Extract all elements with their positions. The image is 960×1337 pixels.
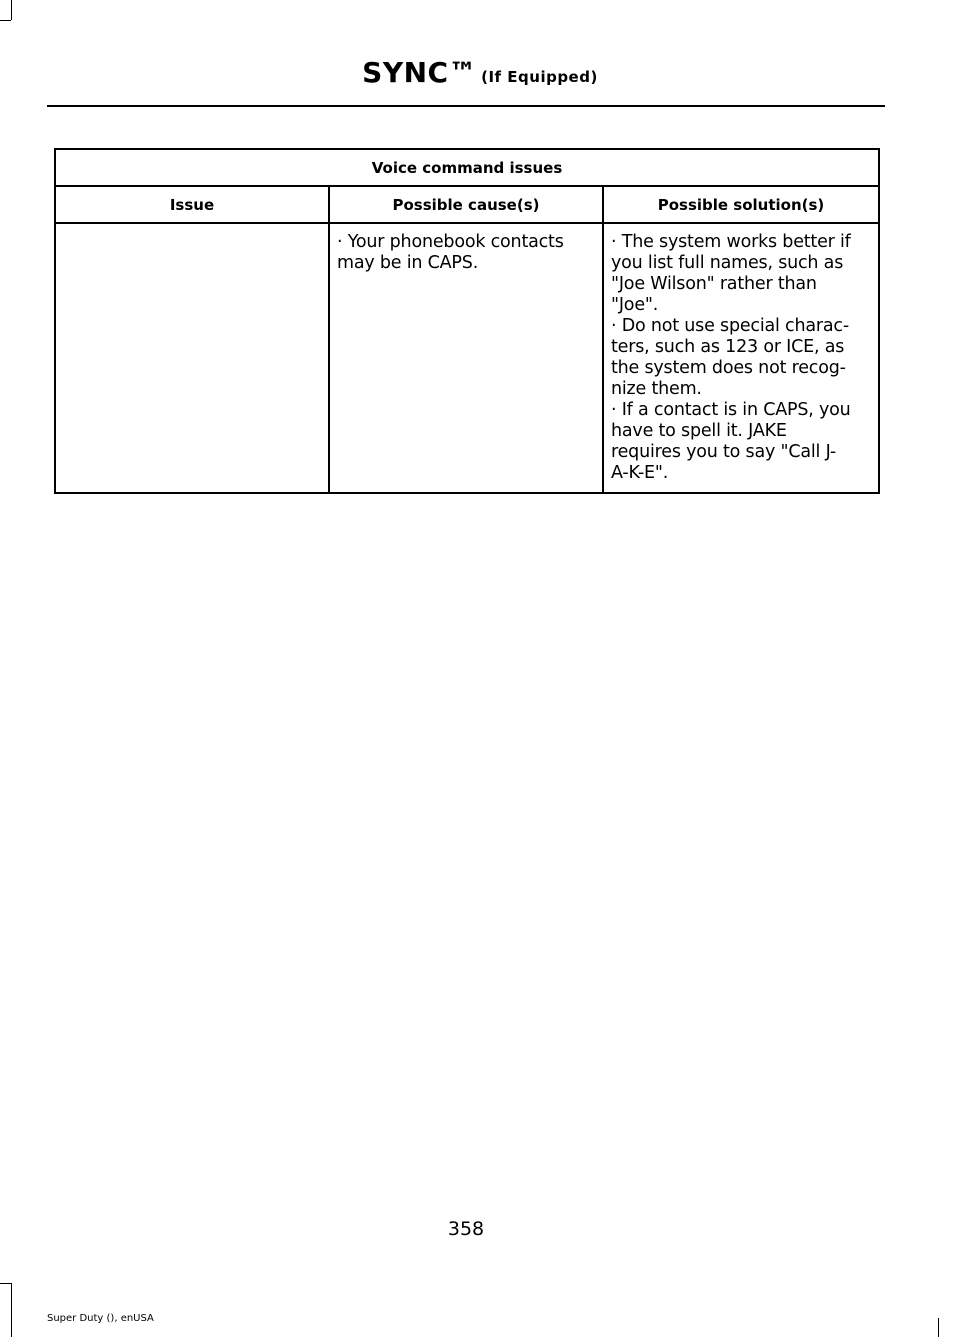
column-header-issue: Issue (55, 186, 329, 223)
table-caption: Voice command issues (55, 149, 879, 186)
solution-line: "Joe". (611, 295, 659, 315)
issue-cell (55, 223, 329, 493)
solution-line: · If a contact is in CAPS, you (611, 400, 851, 420)
crop-mark (0, 1283, 11, 1284)
crop-mark (0, 20, 11, 21)
cause-line: may be in CAPS. (337, 253, 479, 273)
cause-line: · Your phonebook contacts (337, 232, 564, 252)
solution-line: ters, such as 123 or ICE, as (611, 337, 845, 357)
solution-line: requires you to say "Call J- (611, 442, 837, 462)
column-header-cause: Possible cause(s) (329, 186, 603, 223)
solution-line: · The system works better if (611, 232, 851, 252)
solution-line: "Joe Wilson" rather than (611, 274, 817, 294)
solution-cell (603, 223, 879, 493)
header-title-text: SYNC™ (362, 56, 478, 89)
footer-text: Super Duty (), enUSA (47, 1313, 154, 1324)
table-row (55, 223, 879, 493)
page-number: 358 (447, 1218, 485, 1240)
solution-line: you list full names, such as (611, 253, 844, 273)
header-divider (47, 105, 885, 107)
solution-line: A-K-E". (611, 463, 669, 483)
crop-mark (11, 0, 12, 20)
cause-cell (329, 223, 603, 493)
solution-line: nize them. (611, 379, 702, 399)
voice-command-issues-table (54, 148, 880, 494)
solution-line: the system does not recog- (611, 358, 846, 378)
solution-line: have to spell it. JAKE (611, 421, 787, 441)
solution-line: · Do not use special charac- (611, 316, 849, 336)
header-subtitle: (If Equipped) (481, 68, 598, 86)
crop-mark (938, 1318, 939, 1337)
page-header-title (0, 56, 960, 89)
crop-mark (11, 1283, 12, 1337)
column-header-solution: Possible solution(s) (603, 186, 879, 223)
